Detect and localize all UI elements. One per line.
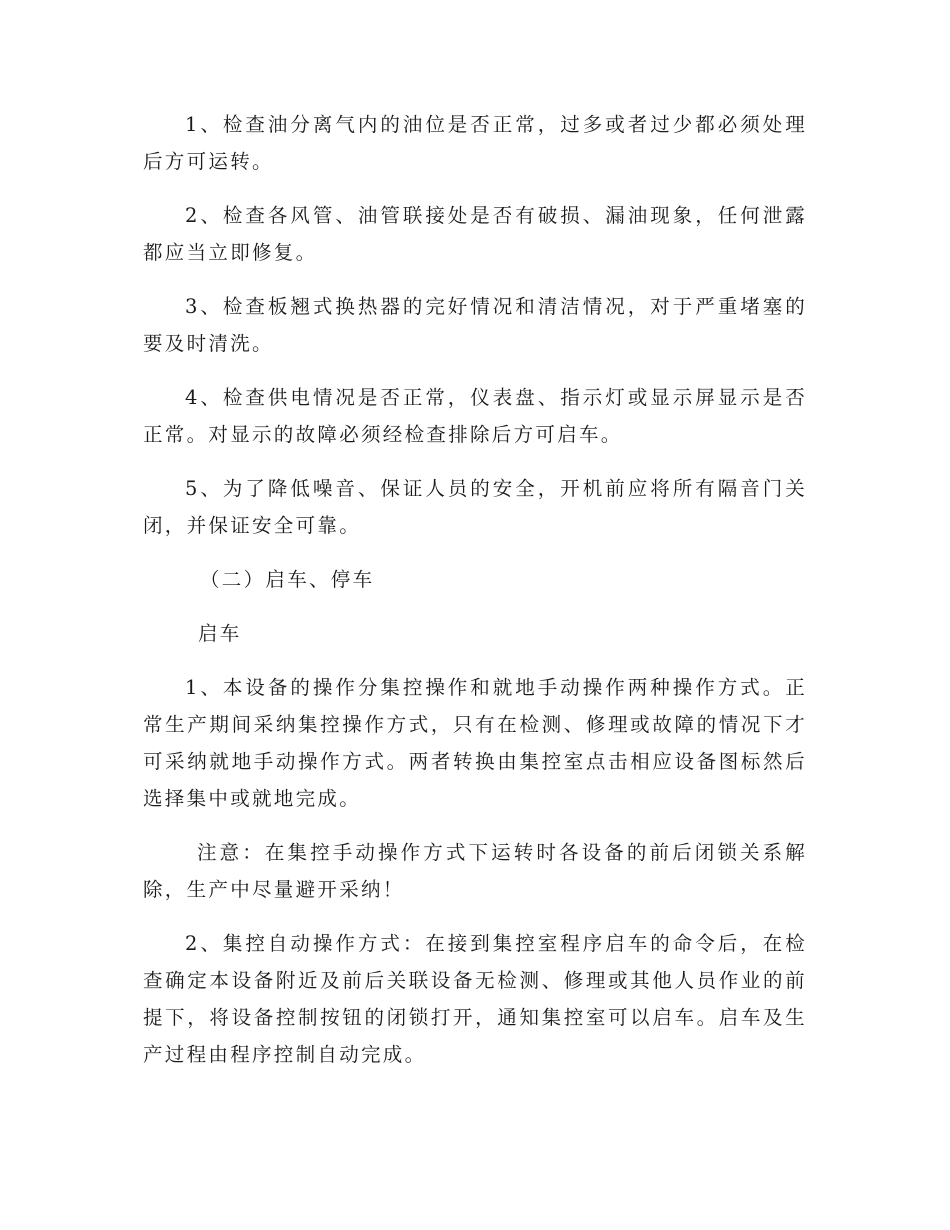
document-body — [143, 106, 807, 1090]
paragraph-check-oil-level: 1、检查油分离气内的油位是否正常，过多或者过少都必须处理后方可运转。 — [143, 113, 807, 173]
paragraph-check-heat-exchanger: 3、检查板翘式换热器的完好情况和清洁情况，对于严重堵塞的要及时清洗。 — [143, 295, 807, 355]
subheading-startup: 启车 — [198, 622, 242, 645]
paragraph-note: 注意：在集控手动操作方式下运转时各设备的前后闭锁关系解除，生产中尽量避开采纳！ — [143, 841, 807, 901]
paragraph-close-doors: 5、为了降低噪音、保证人员的安全，开机前应将所有隔音门关闭，并保证安全可靠。 — [143, 477, 807, 537]
paragraph-check-pipes: 2、检查各风管、油管联接处是否有破损、漏油现象，任何泄露都应当立即修复。 — [143, 204, 807, 264]
section-heading: （二）启车、停车 — [200, 568, 375, 591]
paragraph-startup-modes: 1、本设备的操作分集控操作和就地手动操作两种操作方式。正常生产期间采纳集控操作方式，只有在检测、修理或故障的情况下才可采纳就地手动操作方式。两者转换由集控室点击相应设备图标然后选择集中或就地完成。 — [143, 676, 807, 810]
paragraph-auto-operation: 2、集控自动操作方式：在接到集控室程序启车的命令后，在检查确定本设备附近及前后关联设备无检测、修理或其他人员作业的前提下，将设备控制按钮的闭锁打开，通知集控室可以启车。启车及生产过程由程序控制自动完成。 — [143, 932, 807, 1066]
paragraph-check-power: 4、检查供电情况是否正常，仪表盘、指示灯或显示屏显示是否正常。对显示的故障必须经检查排除后方可启车。 — [143, 386, 807, 446]
